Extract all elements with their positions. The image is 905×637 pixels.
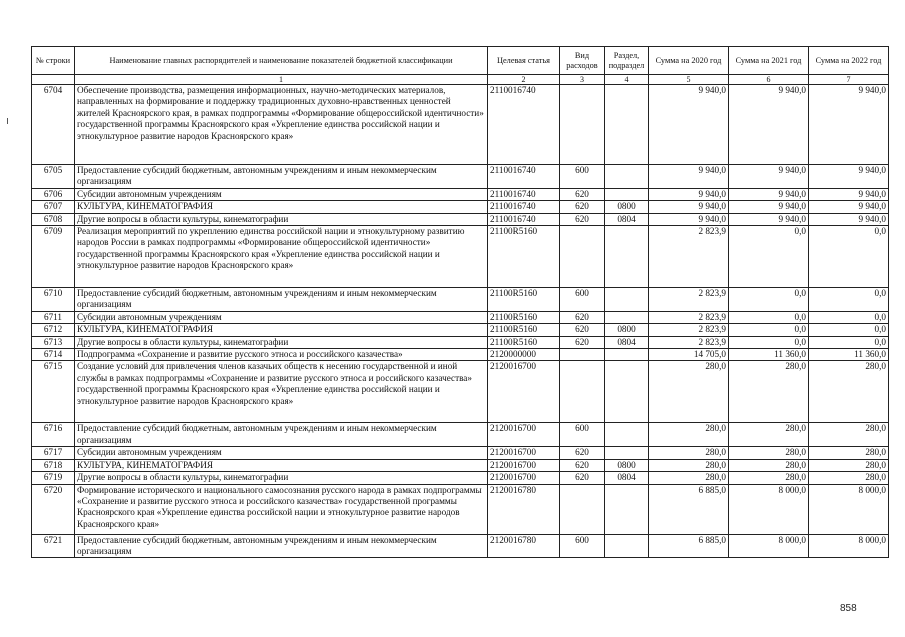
row-expense-type-cell: 620 [560, 311, 605, 323]
row-section-cell [605, 165, 649, 189]
table-row [32, 213, 889, 225]
row-expense-type-cell [560, 349, 605, 361]
table-row [32, 288, 889, 312]
row-expense-type-cell: 620 [560, 213, 605, 225]
row-section-cell [605, 311, 649, 323]
row-sum-2020-cell: 280,0 [649, 361, 729, 423]
row-name-cell: Субсидии автономным учреждениям [75, 311, 488, 323]
header-section: Раздел, подраздел [605, 47, 649, 75]
row-target-article-cell: 21100R5160 [488, 336, 560, 348]
table-row [32, 484, 889, 534]
row-name-cell: Предоставление субсидий бюджетным, автономным учреждениям и иным некоммерческим организациям [75, 534, 488, 558]
row-sum-2022-cell: 11 360,0 [809, 349, 889, 361]
row-section-cell: 0804 [605, 213, 649, 225]
row-sum-2022-cell: 8 000,0 [809, 534, 889, 558]
table-row [32, 311, 889, 323]
row-number-cell: 6709 [32, 226, 75, 288]
row-sum-2020-cell: 6 885,0 [649, 534, 729, 558]
header-num-5: 5 [649, 75, 729, 85]
row-name-cell: Обеспечение производства, размещения информационных, научно-методических материалов, направленных на формирование и поддержку традиционных духовно-нравственных ценностей жителей Красноярского края, в рамках подпрограммы «Формирование общероссийской идентичности» государственной программы Красноярского края «Укрепление единства российской нации и этнокультурное развитие народов Красноярского края» [75, 85, 488, 165]
row-sum-2022-cell: 280,0 [809, 447, 889, 459]
row-sum-2021-cell: 9 940,0 [729, 188, 809, 200]
header-num-1: 1 [75, 75, 488, 85]
row-name-cell: КУЛЬТУРА, КИНЕМАТОГРАФИЯ [75, 459, 488, 471]
table-row [32, 361, 889, 423]
row-number-cell: 6717 [32, 447, 75, 459]
row-sum-2021-cell: 0,0 [729, 288, 809, 312]
row-target-article-cell: 2110016740 [488, 188, 560, 200]
row-expense-type-cell: 620 [560, 459, 605, 471]
row-sum-2021-cell: 280,0 [729, 447, 809, 459]
row-target-article-cell: 2110016740 [488, 85, 560, 165]
row-sum-2022-cell: 9 940,0 [809, 85, 889, 165]
row-sum-2020-cell: 9 940,0 [649, 188, 729, 200]
row-sum-2022-cell: 9 940,0 [809, 201, 889, 213]
row-expense-type-cell [560, 226, 605, 288]
row-expense-type-cell: 600 [560, 165, 605, 189]
row-expense-type-cell: 620 [560, 324, 605, 336]
row-section-cell: 0804 [605, 472, 649, 484]
row-number-cell: 6713 [32, 336, 75, 348]
table-row [32, 85, 889, 165]
row-target-article-cell: 2110016740 [488, 213, 560, 225]
row-number-cell: 6716 [32, 423, 75, 447]
row-name-cell: Предоставление субсидий бюджетным, автономным учреждениям и иным некоммерческим организациям [75, 165, 488, 189]
table-row [32, 201, 889, 213]
row-sum-2022-cell: 0,0 [809, 336, 889, 348]
row-sum-2021-cell: 8 000,0 [729, 534, 809, 558]
row-expense-type-cell: 600 [560, 534, 605, 558]
row-sum-2020-cell: 280,0 [649, 459, 729, 471]
row-expense-type-cell: 620 [560, 188, 605, 200]
row-name-cell: КУЛЬТУРА, КИНЕМАТОГРАФИЯ [75, 324, 488, 336]
row-expense-type-cell: 620 [560, 472, 605, 484]
row-name-cell: Субсидии автономным учреждениям [75, 447, 488, 459]
row-target-article-cell: 21100R5160 [488, 311, 560, 323]
row-sum-2021-cell: 9 940,0 [729, 165, 809, 189]
row-sum-2022-cell: 0,0 [809, 311, 889, 323]
row-expense-type-cell [560, 484, 605, 534]
row-target-article-cell: 2120016700 [488, 423, 560, 447]
header-sum-2020: Сумма на 2020 год [649, 47, 729, 75]
row-sum-2020-cell: 2 823,9 [649, 336, 729, 348]
header-expense-type: Вид расходов [560, 47, 605, 75]
row-expense-type-cell [560, 361, 605, 423]
row-sum-2022-cell: 9 940,0 [809, 213, 889, 225]
row-sum-2022-cell: 9 940,0 [809, 165, 889, 189]
table-row [32, 336, 889, 348]
row-number-cell: 6704 [32, 85, 75, 165]
row-sum-2021-cell: 280,0 [729, 472, 809, 484]
row-number-cell: 6711 [32, 311, 75, 323]
row-number-cell: 6718 [32, 459, 75, 471]
table-row [32, 447, 889, 459]
row-section-cell: 0800 [605, 459, 649, 471]
header-num-4: 4 [605, 75, 649, 85]
row-sum-2020-cell: 280,0 [649, 423, 729, 447]
row-number-cell: 6708 [32, 213, 75, 225]
header-sum-2022: Сумма на 2022 год [809, 47, 889, 75]
row-number-cell: 6719 [32, 472, 75, 484]
row-sum-2020-cell: 14 705,0 [649, 349, 729, 361]
row-sum-2020-cell: 6 885,0 [649, 484, 729, 534]
row-sum-2021-cell: 0,0 [729, 324, 809, 336]
row-sum-2022-cell: 280,0 [809, 472, 889, 484]
row-sum-2022-cell: 280,0 [809, 459, 889, 471]
row-target-article-cell: 2110016740 [488, 165, 560, 189]
table-row [32, 534, 889, 558]
row-target-article-cell: 2120016780 [488, 484, 560, 534]
row-name-cell: Другие вопросы в области культуры, кинематографии [75, 336, 488, 348]
table-body [32, 85, 889, 558]
row-sum-2021-cell: 9 940,0 [729, 85, 809, 165]
table-row [32, 459, 889, 471]
header-num-0 [32, 75, 75, 85]
row-sum-2020-cell: 280,0 [649, 447, 729, 459]
row-number-cell: 6721 [32, 534, 75, 558]
row-sum-2021-cell: 0,0 [729, 226, 809, 288]
row-name-cell: Создание условий для привлечения членов казачьих обществ к несению государственной и иной службы в рамках подпрограммы «Сохранение и развитие русского этноса и российского казачества» государственной программы Красноярского края «Укрепление единства российской нации и этнокультурное развитие народов Красноярского края» [75, 361, 488, 423]
row-expense-type-cell: 620 [560, 201, 605, 213]
row-sum-2021-cell: 8 000,0 [729, 484, 809, 534]
table-row [32, 472, 889, 484]
row-target-article-cell: 21100R5160 [488, 288, 560, 312]
row-number-cell: 6710 [32, 288, 75, 312]
row-sum-2020-cell: 2 823,9 [649, 288, 729, 312]
row-section-cell [605, 349, 649, 361]
row-name-cell: Реализация мероприятий по укреплению единства российской нации и этнокультурному развитию народов России в рамках подпрограммы «Формирование общероссийской идентичности» государственной программы Красноярского края «Укрепление единства российской нации и этнокультурное развитие народов Красноярского края» [75, 226, 488, 288]
row-name-cell: КУЛЬТУРА, КИНЕМАТОГРАФИЯ [75, 201, 488, 213]
row-section-cell: 0800 [605, 324, 649, 336]
row-sum-2021-cell: 280,0 [729, 423, 809, 447]
row-sum-2020-cell: 9 940,0 [649, 201, 729, 213]
table-row [32, 165, 889, 189]
row-section-cell: 0804 [605, 336, 649, 348]
row-sum-2022-cell: 8 000,0 [809, 484, 889, 534]
row-target-article-cell: 2120016700 [488, 447, 560, 459]
row-sum-2022-cell: 0,0 [809, 324, 889, 336]
row-section-cell [605, 534, 649, 558]
row-target-article-cell: 2120016700 [488, 472, 560, 484]
table-row [32, 349, 889, 361]
row-sum-2021-cell: 0,0 [729, 336, 809, 348]
row-section-cell [605, 226, 649, 288]
row-target-article-cell: 2120016700 [488, 361, 560, 423]
row-sum-2020-cell: 2 823,9 [649, 311, 729, 323]
row-sum-2022-cell: 9 940,0 [809, 188, 889, 200]
header-num-2: 2 [488, 75, 560, 85]
row-expense-type-cell: 620 [560, 336, 605, 348]
row-expense-type-cell: 600 [560, 288, 605, 312]
row-sum-2022-cell: 280,0 [809, 361, 889, 423]
row-expense-type-cell [560, 85, 605, 165]
row-sum-2022-cell: 0,0 [809, 288, 889, 312]
row-target-article-cell: 21100R5160 [488, 226, 560, 288]
table-row [32, 423, 889, 447]
row-target-article-cell: 2120016780 [488, 534, 560, 558]
header-num-7: 7 [809, 75, 889, 85]
row-sum-2021-cell: 11 360,0 [729, 349, 809, 361]
row-section-cell: 0800 [605, 201, 649, 213]
row-sum-2022-cell: 0,0 [809, 226, 889, 288]
header-row-number: № строки [32, 47, 75, 75]
row-number-cell: 6720 [32, 484, 75, 534]
row-section-cell [605, 484, 649, 534]
row-name-cell: Предоставление субсидий бюджетным, автономным учреждениям и иным некоммерческим организациям [75, 423, 488, 447]
row-name-cell: Другие вопросы в области культуры, кинематографии [75, 472, 488, 484]
margin-mark [7, 118, 8, 124]
table-header [32, 47, 889, 85]
row-target-article-cell: 2120016700 [488, 459, 560, 471]
row-number-cell: 6714 [32, 349, 75, 361]
table-row [32, 226, 889, 288]
header-sum-2021: Сумма на 2021 год [729, 47, 809, 75]
row-section-cell [605, 288, 649, 312]
page-number: 858 [840, 603, 857, 614]
row-name-cell: Подпрограмма «Сохранение и развитие русского этноса и российского казачества» [75, 349, 488, 361]
row-expense-type-cell: 620 [560, 447, 605, 459]
row-sum-2020-cell: 9 940,0 [649, 213, 729, 225]
table-row [32, 324, 889, 336]
row-sum-2021-cell: 9 940,0 [729, 201, 809, 213]
row-target-article-cell: 21100R5160 [488, 324, 560, 336]
row-section-cell [605, 188, 649, 200]
row-sum-2020-cell: 9 940,0 [649, 85, 729, 165]
header-num-6: 6 [729, 75, 809, 85]
row-section-cell [605, 85, 649, 165]
row-number-cell: 6707 [32, 201, 75, 213]
row-number-cell: 6706 [32, 188, 75, 200]
row-sum-2022-cell: 280,0 [809, 423, 889, 447]
row-target-article-cell: 2120000000 [488, 349, 560, 361]
row-name-cell: Другие вопросы в области культуры, кинематографии [75, 213, 488, 225]
row-target-article-cell: 2110016740 [488, 201, 560, 213]
row-number-cell: 6712 [32, 324, 75, 336]
row-section-cell [605, 447, 649, 459]
row-sum-2020-cell: 280,0 [649, 472, 729, 484]
table-row [32, 188, 889, 200]
row-sum-2021-cell: 280,0 [729, 361, 809, 423]
row-name-cell: Субсидии автономным учреждениям [75, 188, 488, 200]
header-num-3: 3 [560, 75, 605, 85]
row-expense-type-cell: 600 [560, 423, 605, 447]
row-sum-2021-cell: 0,0 [729, 311, 809, 323]
row-name-cell: Формирование исторического и национального самосознания русского народа в рамках подпрограммы «Сохранение и развитие русского этноса и российского казачества» государственной программы Красноярского края «Укрепление единства российской нации и этнокультурное развитие народов Красноярского края» [75, 484, 488, 534]
row-number-cell: 6705 [32, 165, 75, 189]
header-target-article: Целевая статья [488, 47, 560, 75]
row-name-cell: Предоставление субсидий бюджетным, автономным учреждениям и иным некоммерческим организациям [75, 288, 488, 312]
row-sum-2020-cell: 9 940,0 [649, 165, 729, 189]
row-sum-2020-cell: 2 823,9 [649, 324, 729, 336]
row-section-cell [605, 423, 649, 447]
budget-table [31, 46, 889, 558]
row-sum-2021-cell: 9 940,0 [729, 213, 809, 225]
header-name: Наименование главных распорядителей и наименование показателей бюджетной классификации [75, 47, 488, 75]
row-section-cell [605, 361, 649, 423]
row-sum-2021-cell: 280,0 [729, 459, 809, 471]
row-sum-2020-cell: 2 823,9 [649, 226, 729, 288]
row-number-cell: 6715 [32, 361, 75, 423]
